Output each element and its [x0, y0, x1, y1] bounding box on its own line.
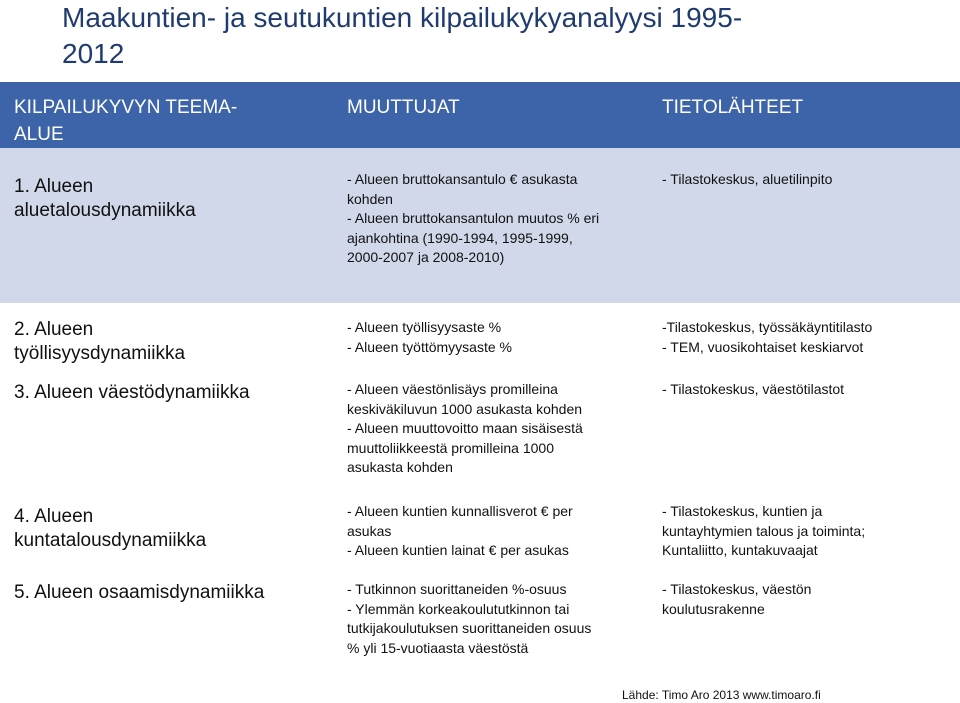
row-2-variables: [347, 318, 647, 357]
row-4-sources: [662, 502, 960, 561]
header-sources: TIETOLÄHTEET: [662, 97, 804, 118]
row-3-theme: [14, 381, 314, 405]
row-3-theme-line: 3. Alueen väestödynamiikka: [14, 382, 250, 403]
row-3-variable-line: muuttoliikkeestä promilleina 1000: [347, 439, 554, 456]
row-4-source-line: kuntayhtymien talous ja toiminta;: [662, 522, 866, 539]
row-5-source-line: - Tilastokeskus, väestön: [662, 581, 812, 597]
title-line-1: Maakuntien- ja seutukuntien kilpailukykyanalyysi 1995-: [62, 2, 743, 33]
page-title: [62, 0, 922, 72]
row-5-variable-line: tutkijakoulutuksen suorittaneiden osuus: [347, 620, 592, 636]
row-2-variable-line: - Alueen työllisyysaste %: [347, 319, 502, 335]
row-5-variable-line: - Ylemmän korkeakoulututkinnon tai: [347, 600, 570, 617]
row-1-variable-line: ajankohtina (1990-1994, 1995-1999,: [347, 229, 573, 246]
row-3-variable-line: - Alueen väestönlisäys promilleina: [347, 381, 558, 397]
row-1-theme-line: aluetalousdynamiikka: [14, 200, 196, 221]
row-1-variable-line: 2000-2007 ja 2008-2010): [347, 249, 505, 265]
row-1-variable-line: kohden: [347, 190, 393, 207]
header-theme-line-1: KILPAILUKYVYN TEEMA-: [14, 97, 238, 118]
row-3-variables: [347, 380, 647, 478]
header-variables: MUUTTUJAT: [347, 97, 460, 118]
row-2-variable-line: - Alueen työttömyysaste %: [347, 338, 512, 355]
row-5-variable-line: - Tutkinnon suorittaneiden %-osuus: [347, 581, 567, 597]
row-4-variable-line: asukas: [347, 522, 392, 539]
row-5-source-line: koulutusrakenne: [662, 600, 765, 617]
row-4-source-line: - Tilastokeskus, kuntien ja: [662, 503, 823, 519]
row-2-theme: [14, 318, 314, 366]
row-1-theme-line: 1. Alueen: [14, 176, 94, 197]
row-1-source-line: - Tilastokeskus, aluetilinpito: [662, 171, 833, 187]
row-3-sources: [662, 380, 960, 400]
row-1-variables: [347, 170, 647, 268]
row-5-theme: [14, 581, 314, 605]
row-2-source-line: - TEM, vuosikohtaiset keskiarvot: [662, 338, 864, 355]
row-3-source-line: - Tilastokeskus, väestötilastot: [662, 381, 845, 397]
row-3-variable-line: asukasta kohden: [347, 459, 453, 475]
row-4-theme-line: 4. Alueen: [14, 506, 94, 527]
row-5-sources: [662, 580, 960, 619]
row-1-variable-line: - Alueen bruttokansantulon muutos % eri: [347, 210, 600, 226]
row-5-theme-line: 5. Alueen osaamisdynamiikka: [14, 582, 265, 603]
row-1-variable-line: - Alueen bruttokansantulo € asukasta: [347, 171, 578, 187]
row-3-variable-line: keskiväkiluvun 1000 asukasta kohden: [347, 400, 583, 417]
row-5-variables: [347, 580, 647, 658]
row-1-theme: [14, 175, 314, 223]
row-5-variable-line: % yli 15-vuotiaasta väestöstä: [347, 639, 529, 656]
row-4-variable-line: - Alueen kuntien lainat € per asukas: [347, 542, 569, 558]
row-4-theme-line: kuntatalousdynamiikka: [14, 530, 207, 551]
title-line-2: 2012: [62, 38, 125, 69]
row-4-variables: [347, 502, 647, 561]
row-2-source-line: -Tilastokeskus, työssäkäyntitilasto: [662, 319, 873, 335]
row-2-theme-line: työllisyysdynamiikka: [14, 343, 186, 364]
header-theme: [14, 94, 237, 148]
source-note: Lähde: Timo Aro 2013 www.timoaro.fi: [622, 688, 821, 702]
row-4-theme: [14, 505, 314, 553]
row-4-variable-line: - Alueen kuntien kunnallisverot € per: [347, 503, 573, 519]
row-3-variable-line: - Alueen muuttovoitto maan sisäisestä: [347, 420, 583, 436]
row-2-sources: [662, 318, 960, 357]
row-4-source-line: Kuntaliitto, kuntakuvaajat: [662, 542, 818, 558]
row-2-theme-line: 2. Alueen: [14, 319, 94, 340]
header-theme-line-2: ALUE: [14, 124, 64, 145]
row-1-sources: [662, 170, 960, 190]
